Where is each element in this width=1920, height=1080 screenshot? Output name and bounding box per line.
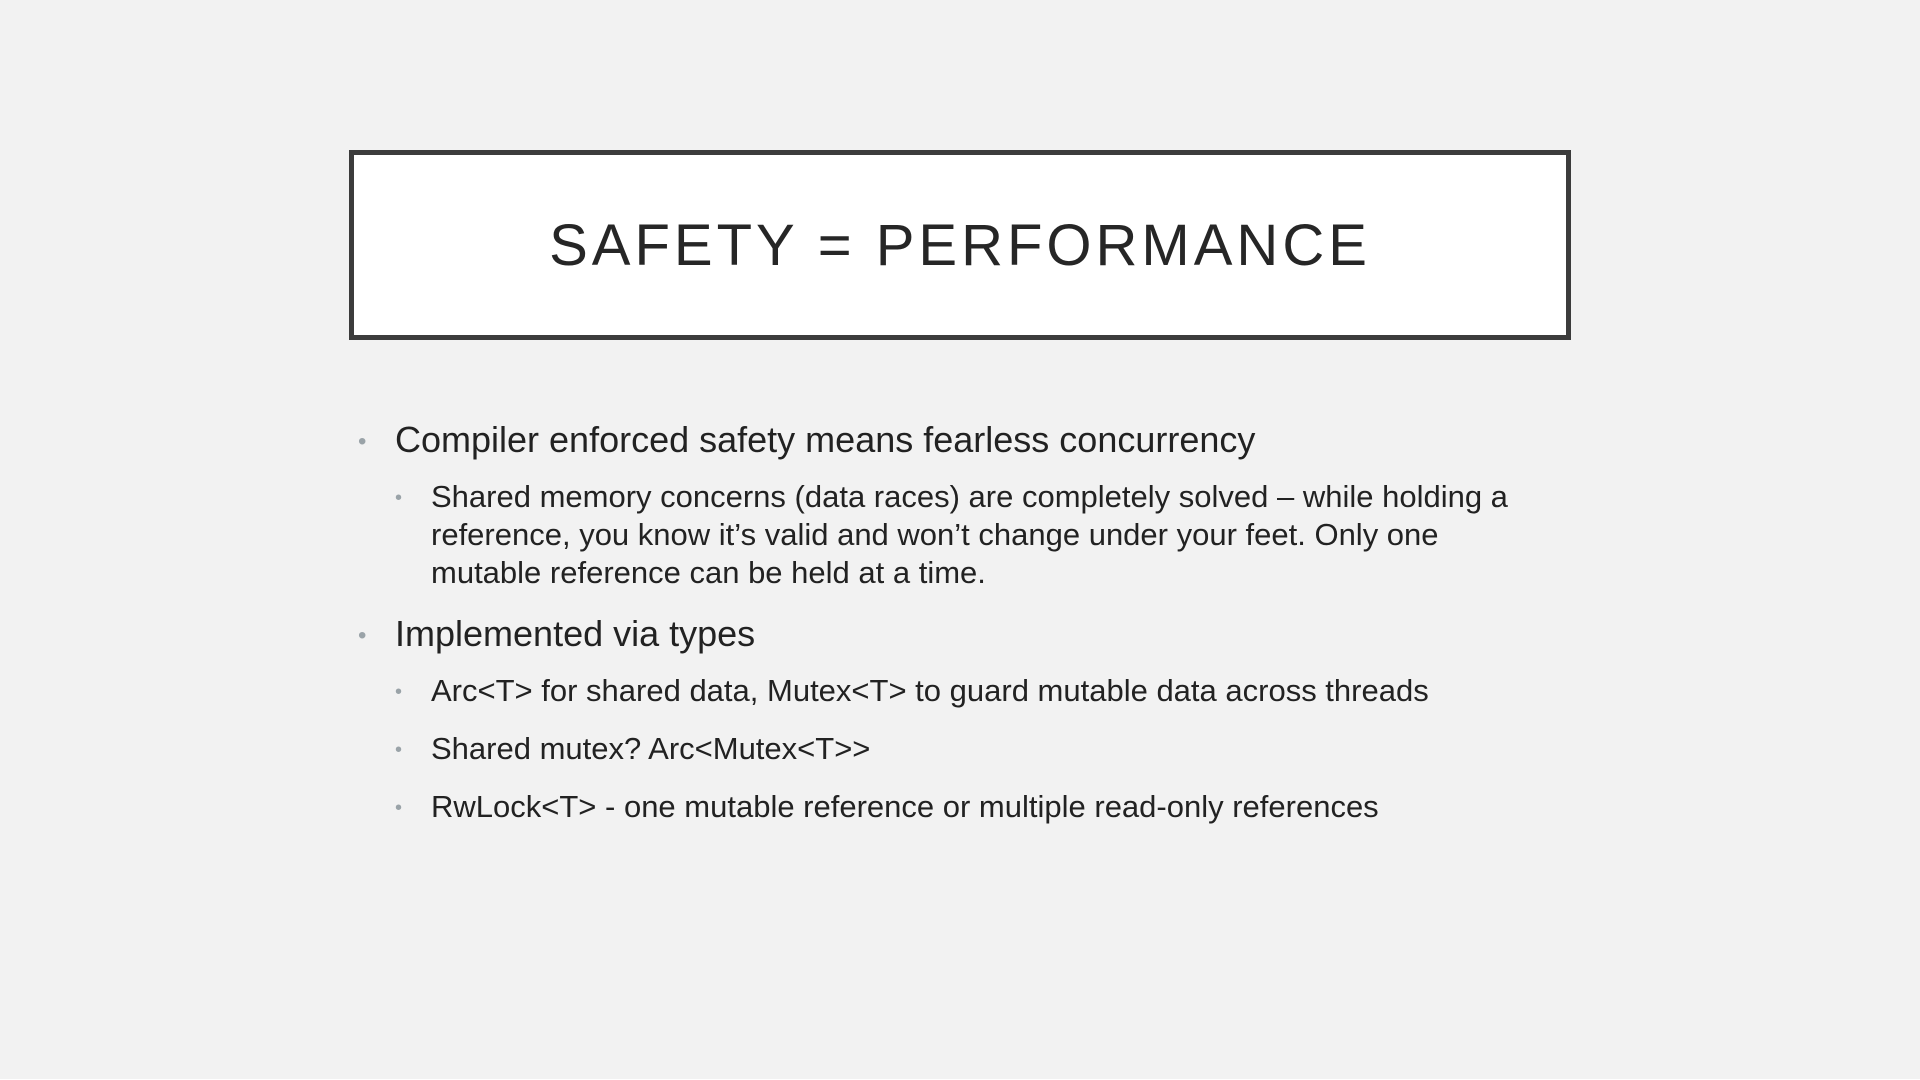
bullet-item <box>350 612 1590 656</box>
bullet-text: Implemented via types <box>395 613 756 654</box>
bullet-dot-icon: • <box>395 487 403 509</box>
bullet-dot-icon: • <box>358 428 367 455</box>
slide-title: SAFETY = PERFORMANCE <box>549 212 1371 278</box>
slide-body <box>350 418 1590 846</box>
bullet-dot-icon: • <box>395 739 403 761</box>
bullet-text: Compiler enforced safety means fearless concurrency <box>395 419 1256 460</box>
bullet-dot-icon: • <box>395 797 403 819</box>
bullet-dot-icon: • <box>358 622 367 649</box>
sub-bullet-item <box>350 788 1590 826</box>
bullet-dot-icon: • <box>395 681 403 703</box>
sub-bullet-text: Shared memory concerns (data races) are completely solved – while holding a reference, you know it’s valid and won’t change under your feet. Only one mutable reference can be held at a time. <box>431 479 1508 590</box>
sub-bullet-text: RwLock<T> - one mutable reference or multiple read-only references <box>431 789 1379 824</box>
sub-bullet-text: Arc<T> for shared data, Mutex<T> to guard mutable data across threads <box>431 673 1429 708</box>
sub-bullet-item <box>350 672 1590 710</box>
bullet-item <box>350 418 1590 462</box>
sub-bullet-item <box>350 478 1531 592</box>
title-box <box>349 150 1571 340</box>
sub-bullet-text: Shared mutex? Arc<Mutex<T>> <box>431 731 871 766</box>
sub-bullet-item <box>350 730 1590 768</box>
